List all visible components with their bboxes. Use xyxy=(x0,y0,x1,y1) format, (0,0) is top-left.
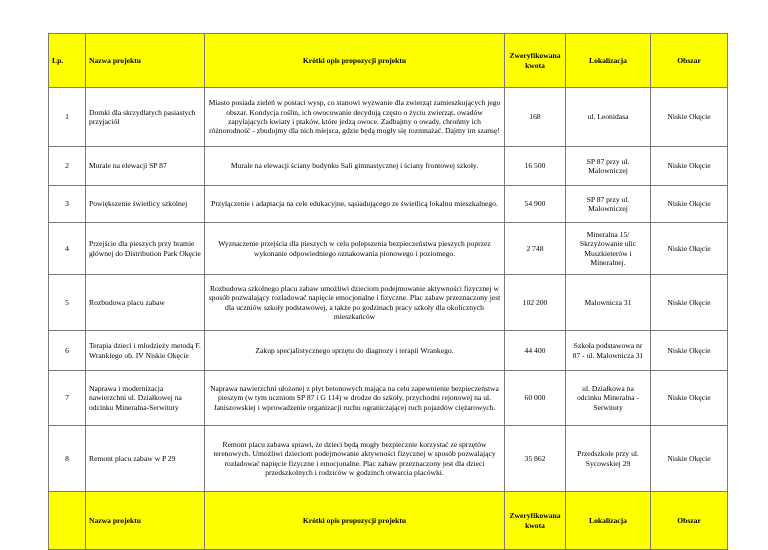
row-lp: 8 xyxy=(49,426,86,492)
row-lp: 3 xyxy=(49,186,86,223)
row-lp: 1 xyxy=(49,88,86,147)
row-amount: 60 000 xyxy=(505,371,566,426)
table-row xyxy=(49,426,728,492)
row-description: Przyłączenie i adaptacja na cele edukacyjne, sąsiadującego ze świetlicą lokalnu mieszkalnego. xyxy=(205,186,505,223)
row-area: Niskie Okęcie xyxy=(651,186,728,223)
row-location: ul. Działkowa na odcinku Mineralna - Serwituty xyxy=(566,371,651,426)
header-area: Obszar xyxy=(651,34,728,88)
row-name: Terapia dzieci i młodzieży metodą F. Wrankiego ob. IV Niskie Okęcie xyxy=(86,331,205,371)
row-amount: 102 200 xyxy=(505,275,566,331)
row-amount: 2 748 xyxy=(505,223,566,275)
footer-description: Krótki opis propozycji projektu xyxy=(205,492,505,550)
row-location: Mineralna 15/ Skrzyżowanie ulic Muszkieterów i Mineralnej. xyxy=(566,223,651,275)
row-location: SP 87 przy ul. Malowniczej xyxy=(566,147,651,186)
row-name: Domki dla skrzydlatych pasiastych przyjaciół xyxy=(86,88,205,147)
footer-name: Nazwa projektu xyxy=(86,492,205,550)
row-area: Niskie Okęcie xyxy=(651,371,728,426)
row-area: Niskie Okęcie xyxy=(651,88,728,147)
row-lp: 7 xyxy=(49,371,86,426)
row-lp: 2 xyxy=(49,147,86,186)
row-lp: 5 xyxy=(49,275,86,331)
footer-location: Lokalizacja xyxy=(566,492,651,550)
row-lp: 6 xyxy=(49,331,86,371)
header-row xyxy=(49,34,728,88)
row-amount: 44 400 xyxy=(505,331,566,371)
table-row xyxy=(49,223,728,275)
table-row xyxy=(49,147,728,186)
footer-area: Obszar xyxy=(651,492,728,550)
table-row xyxy=(49,371,728,426)
header-lp: Lp. xyxy=(49,34,86,88)
table-row xyxy=(49,275,728,331)
footer-lp xyxy=(49,492,86,550)
row-name: Naprawa i modernizacja nawierzchni ul. Działkowej na odcinku Mineralna-Serwituty xyxy=(86,371,205,426)
row-name: Przejście dla pieszych przy bramie głównej do Distribution Park Okęcie xyxy=(86,223,205,275)
row-location: Malownicza 31 xyxy=(566,275,651,331)
row-description: Naprawa nawierzchni ułożonej z płyt betonowych mająca na celu zapewnienie bezpieczeństwa pieszym (w tym uczniom SP 87 i G 114) w drodze do szkoły, przychodni rejonowej na ul. Janiszowskiej i wprowadzenie organizacji ruchu ograniczającej ruch pojazdów ciężarowych. xyxy=(205,371,505,426)
header-amount: Zweryfikowana kwota xyxy=(505,34,566,88)
row-area: Niskie Okęcie xyxy=(651,223,728,275)
row-amount: 16 500 xyxy=(505,147,566,186)
row-location: Szkoła podstawowa nr 87 - ul. Malownicza 31 xyxy=(566,331,651,371)
row-lp: 4 xyxy=(49,223,86,275)
row-name: Powiększenie świetlicy szkolnej xyxy=(86,186,205,223)
row-area: Niskie Okęcie xyxy=(651,275,728,331)
table-row xyxy=(49,331,728,371)
row-amount: 168 xyxy=(505,88,566,147)
footer-amount: Zweryfikowana kwota xyxy=(505,492,566,550)
row-location: ul. Leonidasa xyxy=(566,88,651,147)
row-description: Murale na elewacji ściany budynku Sali gimnastycznej i ściany frontowej szkoły. xyxy=(205,147,505,186)
header-description: Krótki opis propozycji projektu xyxy=(205,34,505,88)
row-location: Przedszkole przy ul. Sycowskiej 29 xyxy=(566,426,651,492)
table-row xyxy=(49,186,728,223)
row-name: Rozbudowa placu zabaw xyxy=(86,275,205,331)
row-amount: 54 900 xyxy=(505,186,566,223)
row-area: Niskie Okęcie xyxy=(651,331,728,371)
header-name: Nazwa projektu xyxy=(86,34,205,88)
projects-table xyxy=(48,33,728,550)
row-description: Zakup specjalistycznego sprzętu do diagnozy i terapii Wrankego. xyxy=(205,331,505,371)
row-name: Murale na elewacji SP 87 xyxy=(86,147,205,186)
row-description: Remont placu zabawa sprawi, że dzieci będą mogły bezpiecznie korzystać ze sprzętów terenowych. Umożliwi dzieciom podejmowanie aktywności fizycznej w sposób pozwalający rozładować napięcie fizyczne i emocjonalne. Plac zabaw przeznaczony jest dla dzieci przedszkolnych i rodziców w godzinch otwarcia placówki. xyxy=(205,426,505,492)
row-description: Rozbudowa szkolnego placu zabaw umożliwi dzieciom podejmowanie aktywności fizycznej w sposób pozwalający rozładować napięcie emocjonalne i fizyczne. Plac zabaw przeznaczony jest dla uczniów szkoły podstawowej, a także po godzinach pracy szkoły dla okolicznych mieszkańców xyxy=(205,275,505,331)
row-amount: 35 862 xyxy=(505,426,566,492)
row-area: Niskie Okęcie xyxy=(651,147,728,186)
row-area: Niskie Okęcie xyxy=(651,426,728,492)
row-location: SP 87 przy ul. Malowniczej xyxy=(566,186,651,223)
table-row xyxy=(49,88,728,147)
row-description: Miasto posiada zieleń w postaci wysp, co stanowi wyzwanie dla zwierząt zamieszkujących jego obszar. Kondycja roślin, ich owocowanie decydują często o życiu zwierząt, owadów zapylających kwiaty i ptaków, które jedzą owoce. Zadbajmy o owady, chrońmy ich różnorodność - zbudujmy dla nich miejsca, gdzie będą mogły się rozmnażać. Dajmy im szansę! xyxy=(205,88,505,147)
footer-header-row xyxy=(49,492,728,550)
header-location: Lokalizacja xyxy=(566,34,651,88)
row-description: Wyznaczenie przejścia dla pieszych w celu polepszenia bezpieczeństwa pieszych poprzez wykonanie odpowiedniego oznakowania pionowego i poziomego. xyxy=(205,223,505,275)
row-name: Remont placu zabaw w P 29 xyxy=(86,426,205,492)
